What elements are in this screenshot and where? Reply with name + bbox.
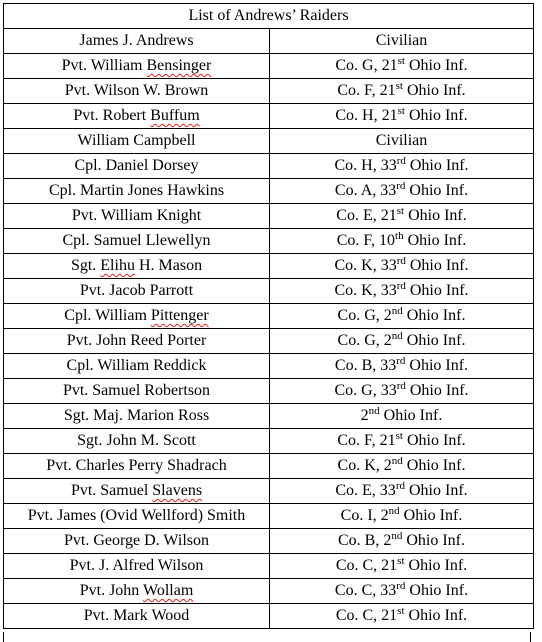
raider-unit-prefix: Co. G, 2 <box>337 307 392 324</box>
raider-unit-suffix: Ohio Inf. <box>405 257 469 274</box>
table-row <box>4 229 534 254</box>
raider-unit-suffix: Ohio Inf. <box>404 607 468 624</box>
raider-unit-ordinal: st <box>397 105 405 117</box>
raider-unit-suffix: Ohio Inf. <box>405 157 469 174</box>
raider-unit-ordinal: st <box>395 430 403 442</box>
raider-name: Pvt. James (Ovid Wellford) Smith <box>27 507 246 524</box>
raider-unit-prefix: Co. C, 21 <box>335 607 398 624</box>
table-row <box>4 604 534 629</box>
table-row <box>4 404 534 429</box>
table-row <box>4 304 534 329</box>
raiders-table <box>3 3 534 629</box>
raider-unit-suffix: Ohio Inf. <box>404 107 468 124</box>
raider-unit-suffix: Ohio Inf. <box>402 532 465 549</box>
raider-unit-cell <box>270 404 534 429</box>
raider-unit-ordinal: st <box>397 605 405 617</box>
raider-unit-prefix: Co. H, 21 <box>335 107 398 124</box>
raider-unit-cell <box>270 354 534 379</box>
raider-name-cell <box>4 304 270 329</box>
raider-unit-ordinal: rd <box>396 355 406 367</box>
raider-name-cell <box>4 29 270 54</box>
raider-unit-cell <box>270 104 534 129</box>
raider-unit-suffix: Ohio Inf. <box>405 357 469 374</box>
raider-unit-cell <box>270 454 534 479</box>
raider-unit-cell <box>270 379 534 404</box>
raider-unit-ordinal: rd <box>395 480 405 492</box>
raider-unit-suffix: Ohio Inf. <box>402 307 466 324</box>
raider-unit-ordinal: rd <box>396 380 406 392</box>
table-row <box>4 354 534 379</box>
raider-unit-cell <box>270 554 534 579</box>
raider-name-cell <box>4 204 270 229</box>
raider-name-cell <box>4 54 270 79</box>
table-row <box>4 54 534 79</box>
raider-name: Sgt. Maj. Marion Ross <box>63 407 210 424</box>
raider-unit-cell <box>270 504 534 529</box>
table-row <box>4 179 534 204</box>
raider-name-cell <box>4 179 270 204</box>
raider-unit-prefix: Co. K, 2 <box>337 457 392 474</box>
raider-name-cell <box>4 329 270 354</box>
raider-unit-suffix: Ohio Inf. <box>402 432 466 449</box>
raider-name-cell <box>4 404 270 429</box>
raider-unit-prefix: Co. K, 33 <box>334 282 397 299</box>
raider-name: Cpl. Daniel Dorsey <box>74 157 199 174</box>
raider-name-part: H. Mason <box>134 257 203 274</box>
table-row <box>4 504 534 529</box>
raider-unit-ordinal: st <box>395 80 403 92</box>
table-row <box>4 454 534 479</box>
raider-unit-suffix: Ohio Inf. <box>405 382 469 399</box>
raider-unit-ordinal: rd <box>396 255 406 267</box>
table-row <box>4 379 534 404</box>
table-title: List of Andrews’ Raiders <box>4 4 534 29</box>
table-row <box>4 104 534 129</box>
raider-unit-cell <box>270 154 534 179</box>
raider-unit-suffix: Ohio Inf. <box>404 207 467 224</box>
raider-unit-prefix: Co. G, 2 <box>337 332 392 349</box>
raider-name-cell <box>4 429 270 454</box>
raider-name-cell <box>4 529 270 554</box>
raider-unit-ordinal: th <box>395 230 404 242</box>
raider-name-part: Pvt. Robert <box>73 107 151 124</box>
raider-name-cell <box>4 104 270 129</box>
raider-name: Sgt. John M. Scott <box>77 432 196 449</box>
raider-name-part: Sgt. <box>70 257 101 274</box>
raider-name: Pvt. George D. Wilson <box>64 532 209 549</box>
raider-name-cell <box>4 379 270 404</box>
raider-unit-prefix: Co. G, 33 <box>334 382 397 399</box>
raider-name: Pvt. John Reed Porter <box>66 332 207 349</box>
raider-unit-ordinal: rd <box>396 580 406 592</box>
raider-name-flagged-word: Slavens <box>152 482 203 499</box>
raider-unit-cell <box>270 179 534 204</box>
raider-unit-cell <box>270 579 534 604</box>
raider-unit-cell <box>270 304 534 329</box>
raider-unit-ordinal: nd <box>391 305 403 317</box>
table-row <box>4 429 534 454</box>
raider-unit-cell <box>270 29 534 54</box>
raider-unit-prefix: Co. G, 21 <box>335 57 398 74</box>
raider-name: Cpl. William Reddick <box>66 357 207 374</box>
raider-unit-prefix: Co. B, 2 <box>338 532 392 549</box>
raider-unit-cell <box>270 279 534 304</box>
raider-name-part: Pvt. Samuel <box>70 482 153 499</box>
raider-unit-suffix: Ohio Inf. <box>403 232 467 249</box>
table-row <box>4 79 534 104</box>
raider-unit-ordinal: rd <box>396 155 406 167</box>
raider-name-cell <box>4 254 270 279</box>
raider-name-flagged-word: Wollam <box>143 582 194 599</box>
raider-name: Pvt. Samuel Robertson <box>62 382 211 399</box>
table-row <box>4 329 534 354</box>
raider-unit-prefix: Co. I, 2 <box>340 507 389 524</box>
raider-unit-prefix: Co. E, 33 <box>335 482 396 499</box>
raider-unit-ordinal: rd <box>396 280 406 292</box>
raider-unit-cell <box>270 429 534 454</box>
raider-name: James J. Andrews <box>79 32 194 49</box>
next-row-stub <box>3 632 531 642</box>
table-row <box>4 154 534 179</box>
raider-name-cell <box>4 154 270 179</box>
table-row <box>4 254 534 279</box>
raider-unit-suffix: Ohio Inf. <box>405 582 469 599</box>
raider-unit-suffix: Ohio Inf. <box>402 457 466 474</box>
raider-name-flagged-word: Elihu <box>100 257 135 274</box>
raider-name-cell <box>4 479 270 504</box>
raider-unit-prefix: Co. B, 33 <box>334 357 397 374</box>
raider-unit-suffix: Ohio Inf. <box>402 82 466 99</box>
raider-unit-suffix: Ohio Inf. <box>405 282 469 299</box>
raider-name: Pvt. J. Alfred Wilson <box>69 557 204 574</box>
raider-unit-ordinal: rd <box>396 180 406 192</box>
raider-name-cell <box>4 354 270 379</box>
raider-unit-prefix: Co. E, 21 <box>336 207 397 224</box>
table-title-row <box>4 4 534 29</box>
raider-name: Cpl. Samuel Llewellyn <box>62 232 211 249</box>
raider-name-flagged-word: Buffum <box>150 107 200 124</box>
raider-name-cell <box>4 604 270 629</box>
raider-unit-prefix: Co. H, 33 <box>334 157 397 174</box>
document-table-container <box>3 3 534 629</box>
raider-name-cell <box>4 454 270 479</box>
raider-unit-cell <box>270 229 534 254</box>
raider-name-cell <box>4 579 270 604</box>
raider-unit-prefix: Co. K, 33 <box>334 257 397 274</box>
raider-unit-prefix: Co. C, 21 <box>335 557 398 574</box>
raider-unit-ordinal: nd <box>388 505 400 517</box>
raider-unit-suffix: Ohio Inf. <box>402 332 466 349</box>
raider-unit-prefix: Co. A, 33 <box>334 182 397 199</box>
raider-unit: Civilian <box>375 32 428 49</box>
raider-name-part: Pvt. William <box>61 57 147 74</box>
raider-name: Pvt. Wilson W. Brown <box>64 82 209 99</box>
raider-unit-prefix: Co. C, 33 <box>334 582 397 599</box>
raider-name-part: Pvt. John <box>79 582 143 599</box>
raider-unit-cell <box>270 54 534 79</box>
raider-unit-cell <box>270 529 534 554</box>
raider-name-part: Cpl. William <box>64 307 151 324</box>
table-row <box>4 129 534 154</box>
raider-unit-suffix: Ohio Inf. <box>379 407 443 424</box>
raider-unit-cell <box>270 604 534 629</box>
table-row <box>4 529 534 554</box>
raider-unit-prefix: 2 <box>360 407 369 424</box>
table-row <box>4 479 534 504</box>
raider-unit-cell <box>270 129 534 154</box>
raider-unit-ordinal: st <box>396 205 405 217</box>
raider-unit: Civilian <box>375 132 428 149</box>
raider-unit-cell <box>270 204 534 229</box>
table-row <box>4 204 534 229</box>
raider-unit-cell <box>270 254 534 279</box>
raider-name-flagged-word: Bensinger <box>146 57 212 74</box>
raider-unit-ordinal: st <box>397 555 405 567</box>
raider-unit-cell <box>270 329 534 354</box>
raider-name: Pvt. William Knight <box>71 207 202 224</box>
raider-name-cell <box>4 279 270 304</box>
table-row <box>4 29 534 54</box>
raider-name-cell <box>4 229 270 254</box>
raider-unit-prefix: Co. F, 21 <box>337 432 396 449</box>
raider-unit-suffix: Ohio Inf. <box>404 57 468 74</box>
raider-unit-suffix: Ohio Inf. <box>404 482 468 499</box>
raider-unit-prefix: Co. F, 10 <box>336 232 396 249</box>
raider-name: Pvt. Charles Perry Shadrach <box>46 457 227 474</box>
raider-name-cell <box>4 79 270 104</box>
raider-name-flagged-word: Pittenger <box>150 307 209 324</box>
table-row <box>4 279 534 304</box>
raider-unit-prefix: Co. F, 21 <box>337 82 396 99</box>
raider-name-cell <box>4 554 270 579</box>
raider-name-cell <box>4 504 270 529</box>
raider-unit-ordinal: nd <box>391 455 403 467</box>
raider-unit-suffix: Ohio Inf. <box>404 557 468 574</box>
raider-unit-ordinal: nd <box>391 330 403 342</box>
raider-unit-suffix: Ohio Inf. <box>399 507 463 524</box>
raider-unit-suffix: Ohio Inf. <box>405 182 469 199</box>
raider-unit-cell <box>270 79 534 104</box>
raider-unit-ordinal: nd <box>391 530 403 542</box>
raider-name: Pvt. Mark Wood <box>83 607 190 624</box>
raider-name: Pvt. Jacob Parrott <box>79 282 194 299</box>
table-row <box>4 554 534 579</box>
raider-unit-cell <box>270 479 534 504</box>
raider-unit-ordinal: st <box>397 55 405 67</box>
raiders-table-body <box>4 4 534 629</box>
raider-name-cell <box>4 129 270 154</box>
table-row <box>4 579 534 604</box>
raider-unit-ordinal: nd <box>368 405 380 417</box>
raider-name: William Campbell <box>77 132 196 149</box>
raider-name: Cpl. Martin Jones Hawkins <box>48 182 225 199</box>
